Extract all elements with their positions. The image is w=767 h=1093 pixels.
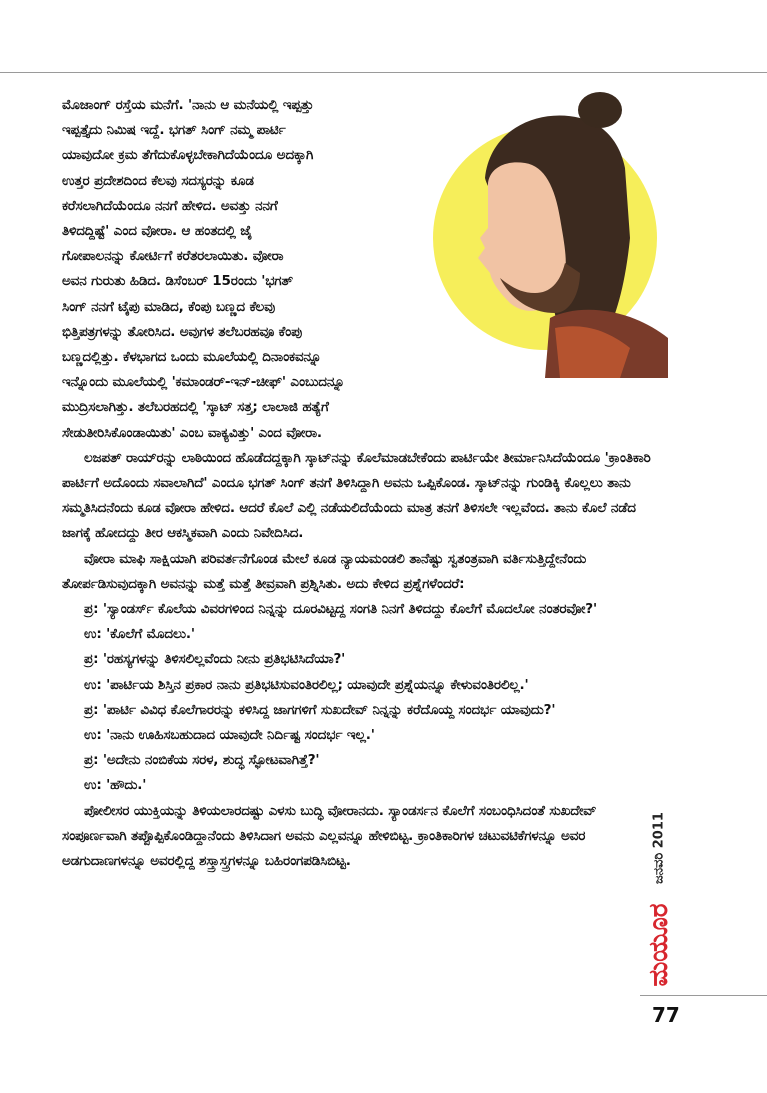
article-wrapped-line: ಇನ್ನೊಂದು ಮೂಲೆಯಲ್ಲಿ 'ಕಮಾಂಡರ್-ಇನ್-ಚೀಫ್' ಎಂಬುದನ್ನೂ xyxy=(62,374,345,391)
article-wrapped-line: ಯಾವುದೋ ಕ್ರಮ ತೆಗೆದುಕೊಳ್ಳಬೇಕಾಗಿದೆಯೆಂದೂ ಅದಕ್ಕಾಗಿ xyxy=(62,147,314,164)
answer-line: ಉ: 'ಕೊಲೆಗೆ ಮೊದಲು.' xyxy=(84,626,195,643)
article-wrapped-line: ಉತ್ತರ ಪ್ರದೇಶದಿಂದ ಕೆಲವು ಸದಸ್ಯರನ್ನು ಕೂಡ xyxy=(62,172,254,189)
article-wrapped-line: ಭಿತ್ತಿಪತ್ರಗಳನ್ನು ತೋರಿಸಿದ. ಅವುಗಳ ತಲೆಬರಹವೂ ಕೆಂಪು xyxy=(62,323,302,340)
issue-date-text: ಜನವರಿ 2011 xyxy=(651,811,667,884)
article-wrapped-line: ಸೇಡುತೀರಿಸಿಕೊಂಡಾಯಿತು' ಎಂಬ ವಾಕ್ಯವಿತ್ತು' ಎಂದ ವೋರಾ. xyxy=(62,424,322,441)
article-wrapped-line: ಕರೆಸಲಾಗಿದೆಯೆಂದೂ ನನಗೆ ಹೇಳಿದ. ಅವತ್ತು ನನಗೆ xyxy=(62,197,278,214)
magazine-logo-text: ಮಯೂರ xyxy=(644,903,674,987)
magazine-logo xyxy=(644,896,674,994)
bottom-rule xyxy=(640,995,767,996)
article-wrapped-line: ಸಿಂಗ್ ನನಗೆ ಟೈಪು ಮಾಡಿದ, ಕೆಂಪು ಬಣ್ಣದ ಕೆಲವು xyxy=(62,298,275,315)
article-wrapped-line: ಮುದ್ರಿಸಲಾಗಿತ್ತು. ತಲೆಬರಹದಲ್ಲಿ 'ಸ್ಕಾಟ್ ಸತ್ತ; ಲಾಲಾಜಿ ಹತ್ಯೆಗೆ xyxy=(62,399,329,416)
article-wrapped-line: ಇಪ್ಪತ್ತೈದು ನಿಮಿಷ ಇದ್ದೆ. ಭಗತ್ ಸಿಂಗ್ ನಮ್ಮ ಪಾರ್ಟಿ xyxy=(62,122,286,139)
article-wrapped-line: ಗೋಪಾಲನನ್ನು ಕೋರ್ಟಿಗೆ ಕರೆತರಲಾಯಿತು. ವೋರಾ xyxy=(62,248,284,265)
question-line: ಪ್ರ: 'ಸ್ಯಾಂಡರ್ಸ್ ಕೊಲೆಯ ವಿವರಗಳಿಂದ ನಿನ್ನನ್ನು ದೂರವಿಟ್ಟದ್ದ ಸಂಗತಿ ನಿನಗೆ ತಿಳಿದದ್ದು ಕೊಲೆಗೆ ಮೊದಲೋ ನಂತರವೋ?' xyxy=(84,601,597,618)
article-wrapped-line: ತಿಳಿದದ್ದಿಷ್ಟೆ' ಎಂದ ವೋರಾ. ಆ ಹಂತದಲ್ಲಿ ಜೈ xyxy=(62,223,253,240)
question-line: ಪ್ರ: 'ಅದೇನು ನಂಬಿಕೆಯ ಸರಳ, ಶುದ್ಧ ಸ್ಫೋಟವಾಗಿತ್ತೆ?' xyxy=(84,752,320,769)
article-wrapped-line: ಮೊಜಾಂಗ್ ರಸ್ತೆಯ ಮನೆಗೆ. 'ನಾನು ಆ ಮನೆಯಲ್ಲಿ ಇಪ್ಪತ್ತು xyxy=(62,97,314,113)
question-line: ಪ್ರ: 'ಪಾರ್ಟಿ ವಿವಿಧ ಕೊಲೆಗಾರರನ್ನು ಕಳಿಸಿದ್ದ ಜಾಗಗಳಿಗೆ ಸುಖದೇವ್ ನಿನ್ನನ್ನು ಕರೆದೊಯ್ದ ಸಂದರ್ಭ ಯಾವುದು?' xyxy=(84,701,556,718)
answer-line: ಉ: 'ಪಾರ್ಟಿಯ ಶಿಸ್ತಿನ ಪ್ರಕಾರ ನಾನು ಪ್ರತಿಭಟಿಸುವಂತಿರಲಿಲ್ಲ; ಯಾವುದೇ ಪ್ರಶ್ನೆಯನ್ನೂ ಕೇಳುವಂತಿರಲಿಲ್ಲ.' xyxy=(84,676,529,693)
page-number: 77 xyxy=(652,1003,680,1027)
question-line: ಪ್ರ: 'ರಹಸ್ಯಗಳನ್ನು ತಿಳಿಸಲಿಲ್ಲವೆಂದು ನೀನು ಪ್ರತಿಭಟಿಸಿದೆಯಾ?' xyxy=(84,651,346,668)
article-wrapped-line: ಅವನ ಗುರುತು ಹಿಡಿದ. ಡಿಸೆಂಬರ್ 15ರಂದು 'ಭಗತ್ xyxy=(62,273,293,290)
article-wrapped-line: ಬಣ್ಣದಲ್ಲಿತ್ತು. ಕೆಳಭಾಗದ ಒಂದು ಮೂಲೆಯಲ್ಲಿ ದಿನಾಂಕವನ್ನೂ xyxy=(62,349,322,366)
article-paragraph: ವೋರಾ ಮಾಫಿ ಸಾಕ್ಷಿಯಾಗಿ ಪರಿವರ್ತನೆಗೊಂಡ ಮೇಲೆ ಕೂಡ ನ್ಯಾಯಮಂಡಲಿ ತಾನೆಷ್ಟು ಸ್ವತಂತ್ರವಾಗಿ ವರ್ತಿಸುತ್ತಿದ್ದೇನೆಂದು ತೋರ್ಪಡಿಸುವುದಕ್ಕಾಗಿ ಅವನನ್ನು ಮತ್ತೆ ಮತ್ತೆ ತೀವ್ರವಾಗಿ ಪ್ರಶ್ನಿಸಿತು. ಅದು ಕೇಳಿದ ಪ್ರಶ್ನೆಗಳೆಂದರೆ: xyxy=(62,550,587,592)
answer-line: ಉ: 'ನಾನು ಊಹಿಸಬಹುದಾದ ಯಾವುದೇ ನಿರ್ದಿಷ್ಟ ಸಂದರ್ಭ ಇಲ್ಲ.' xyxy=(84,727,375,744)
article-paragraph: ಪೋಲೀಸರ ಯುಕ್ತಿಯನ್ನು ತಿಳಿಯಲಾರದಷ್ಟು ಎಳಸು ಬುದ್ಧಿ ವೋರಾನದು. ಸ್ಯಾಂಡರ್ಸನ ಕೊಲೆಗೆ ಸಂಬಂಧಿಸಿದಂತೆ ಸುಖದೇವ್ ಸಂಪೂರ್ಣವಾಗಿ ತಪ್ಪೊಪ್ಪಿಕೊಂಡಿದ್ದಾನೆಂದು ತಿಳಿಸಿದಾಗ ಅವನು ಎಲ್ಲವನ್ನೂ ಹೇಳಿಬಿಟ್ಟ. ಕ್ರಾಂತಿಕಾರಿಗಳ ಚಟುವಟಿಕೆಗಳನ್ನೂ ಅವರ ಅಡಗುದಾಣಗಳನ್ನೂ ಅವರಲ್ಲಿದ್ದ ಶಸ್ತ್ರಾಸ್ತ್ರಗಳನ್ನೂ ಬಹಿರಂಗಪಡಿಸಿಬಿಟ್ಟ. xyxy=(62,802,597,870)
issue-date xyxy=(648,805,670,890)
article-paragraph: ಲಜಪತ್ ರಾಯ್‌ರನ್ನು ಲಾಠಿಯಿಂದ ಹೊಡೆದದ್ದಕ್ಕಾಗಿ ಸ್ಕಾಟ್‌ನನ್ನು ಕೊಲೆಮಾಡಬೇಕೆಂದು ಪಾರ್ಟಿಯೇ ತೀರ್ಮಾನಿಸಿದೆಯೆಂದೂ 'ಕ್ರಾಂತಿಕಾರಿ ಪಾರ್ಟಿಗೆ ಅದೊಂದು ಸವಾಲಾಗಿದೆ' ಎಂದೂ ಭಗತ್ ಸಿಂಗ್ ತನಗೆ ತಿಳಿಸಿದ್ದಾಗಿ ಅವನು ಒಪ್ಪಿಕೊಂಡ. ಸ್ಕಾಟ್‌ನನ್ನು ಗುಂಡಿಕ್ಕಿ ಕೊಲ್ಲಲು ತಾನು ಸಮ್ಮತಿಸಿದನೆಂದು ಕೂಡ ವೋರಾ ಹೇಳಿದ. ಆದರೆ ಕೊಲೆ ಎಲ್ಲಿ ನಡೆಯಲಿದೆಯೆಂದು ಮಾತ್ರ ತನಗೆ ತಿಳಿಸಲೇ ಇಲ್ಲವೆಂದ. ತಾನು ಕೊಲೆ ನಡೆದ ಜಾಗಕ್ಕೆ ಹೋದದ್ದು ತೀರ ಆಕಸ್ಮಿಕವಾಗಿ ಎಂದು ನಿವೇದಿಸಿದ. xyxy=(62,449,651,542)
article-column xyxy=(62,93,658,874)
answer-line: ಉ: 'ಹೌದು.' xyxy=(84,777,147,794)
top-rule xyxy=(0,72,767,73)
